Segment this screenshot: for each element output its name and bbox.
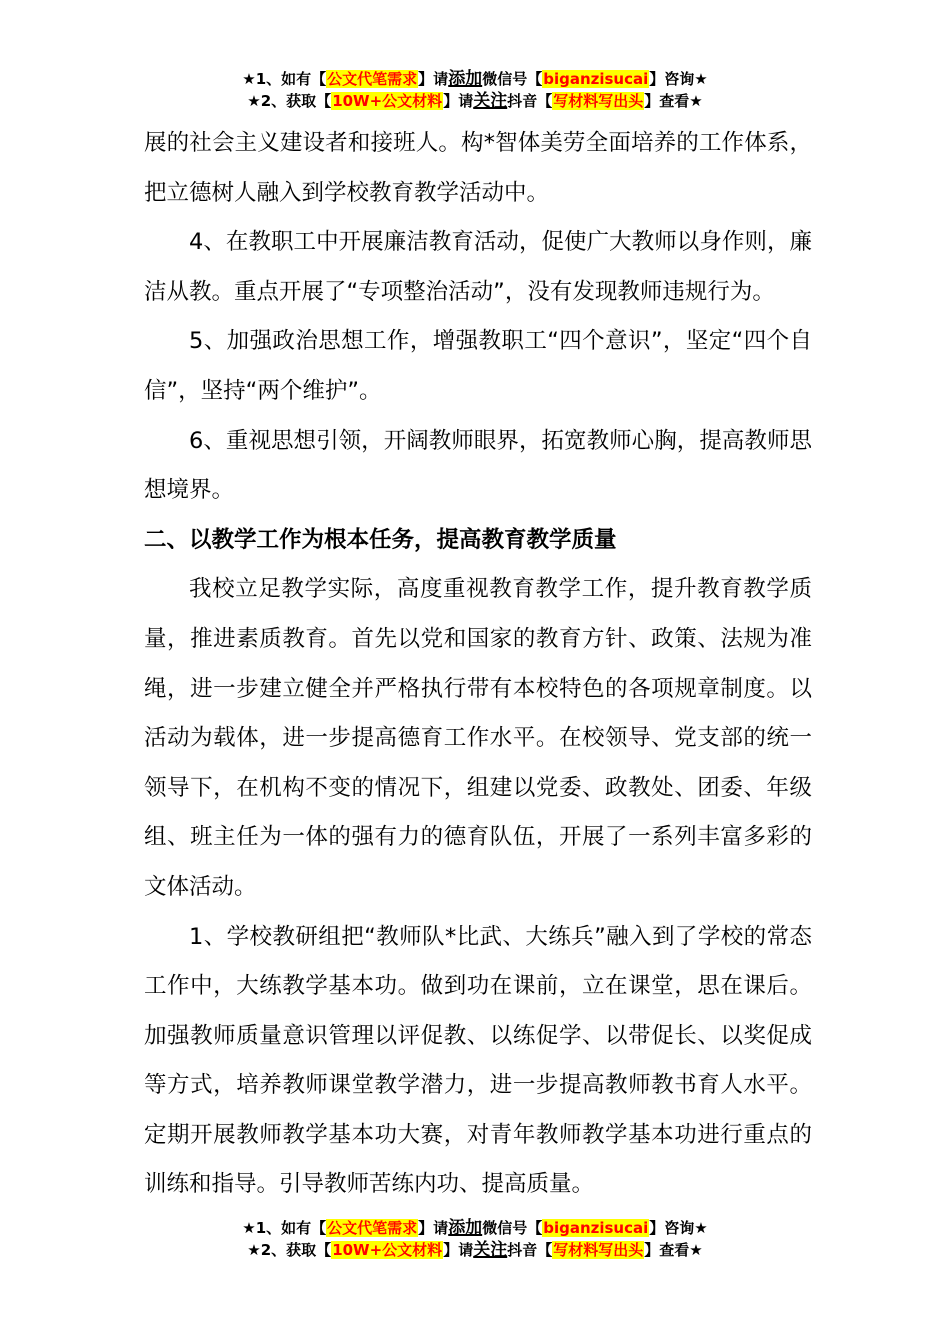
banner-text: 】请 <box>418 1219 449 1237</box>
banner-text: ★1、如有【 <box>242 70 327 88</box>
highlight-text: 10W+公文材料 <box>332 92 443 110</box>
banner-line-2 <box>0 1239 950 1261</box>
document-body <box>144 119 812 1210</box>
banner-text: 】请 <box>443 1241 474 1259</box>
paragraph-item-1: 1、学校教研组把“教师队*比武、大练兵”融入到了学校的常态工作中，大练教学基本功。做到功在课前，立在课堂，思在课后。加强教师质量意识管理以评促教、以练促学、以带促长、以奖促成等方式，培养教师课堂教学潜力，进一步提高教师教书育人水平。定期开展教师教学基本功大赛，对青年教师教学基本功进行重点的训练和指导。引导教师苦练内功、提高质量。 <box>144 923 812 1198</box>
underlined-text: 添加 <box>448 69 483 89</box>
highlight-text: 公文代笔需求 <box>327 1219 418 1237</box>
banner-line-2 <box>0 90 950 112</box>
wechat-id-highlight: biganzisucai <box>543 1219 649 1237</box>
banner-text: ★2、获取【 <box>247 92 332 110</box>
underlined-text: 添加 <box>448 1218 483 1238</box>
bottom-banner <box>0 1217 950 1261</box>
banner-text: 】咨询★ <box>649 1219 708 1237</box>
highlight-text: 10W+公文材料 <box>332 1241 443 1259</box>
paragraph-item-5: 5、加强政治思想工作，增强教职工“四个意识”，坚定“四个自信”，坚持“两个维护”。 <box>144 328 812 404</box>
paragraph-intro: 我校立足教学实际，高度重视教育教学工作，提升教育教学质量，推进素质教育。首先以党和国家的教育方针、政策、法规为准绳，进一步建立健全并严格执行带有本校特色的各项规章制度。以活动为载体，进一步提高德育工作水平。在校领导、党支部的统一领导下，在机构不变的情况下，组建以党委、政教处、团委、年级组、班主任为一体的强有力的德育队伍，开展了一系列丰富多彩的文体活动。 <box>144 576 812 900</box>
banner-text: ★2、获取【 <box>247 1241 332 1259</box>
banner-text: 微信号【 <box>482 1219 543 1237</box>
douyin-id-highlight: 写材料写出头 <box>553 92 644 110</box>
banner-text: 】咨询★ <box>649 70 708 88</box>
banner-text: 微信号【 <box>482 70 543 88</box>
paragraph-item-6: 6、重视思想引领，开阔教师眼界，拓宽教师心胸，提高教师思想境界。 <box>144 427 812 504</box>
banner-text: 】查看★ <box>644 92 703 110</box>
banner-line-1 <box>0 68 950 90</box>
wechat-id-highlight: biganzisucai <box>543 70 649 88</box>
underlined-text: 关注 <box>473 1240 508 1260</box>
banner-text: 】请 <box>418 70 449 88</box>
douyin-id-highlight: 写材料写出头 <box>553 1241 644 1259</box>
banner-text: 】查看★ <box>644 1241 703 1259</box>
paragraph-continuation: 展的社会主义建设者和接班人。构*智体美劳全面培养的工作体系，把立德树人融入到学校教育教学活动中。 <box>144 130 812 206</box>
banner-text: ★1、如有【 <box>242 1219 327 1237</box>
underlined-text: 关注 <box>473 91 508 111</box>
banner-text: 抖音【 <box>507 1241 553 1259</box>
banner-line-1 <box>0 1217 950 1239</box>
top-banner <box>0 68 950 112</box>
highlight-text: 公文代笔需求 <box>327 70 418 88</box>
banner-text: 】请 <box>443 92 474 110</box>
banner-text: 抖音【 <box>507 92 553 110</box>
paragraph-item-4: 4、在教职工中开展廉洁教育活动，促使广大教师以身作则，廉洁从教。重点开展了“专项整治活动”，没有发现教师违规行为。 <box>144 229 812 305</box>
section-heading: 二、以教学工作为根本任务，提高教育教学质量 <box>144 526 617 553</box>
